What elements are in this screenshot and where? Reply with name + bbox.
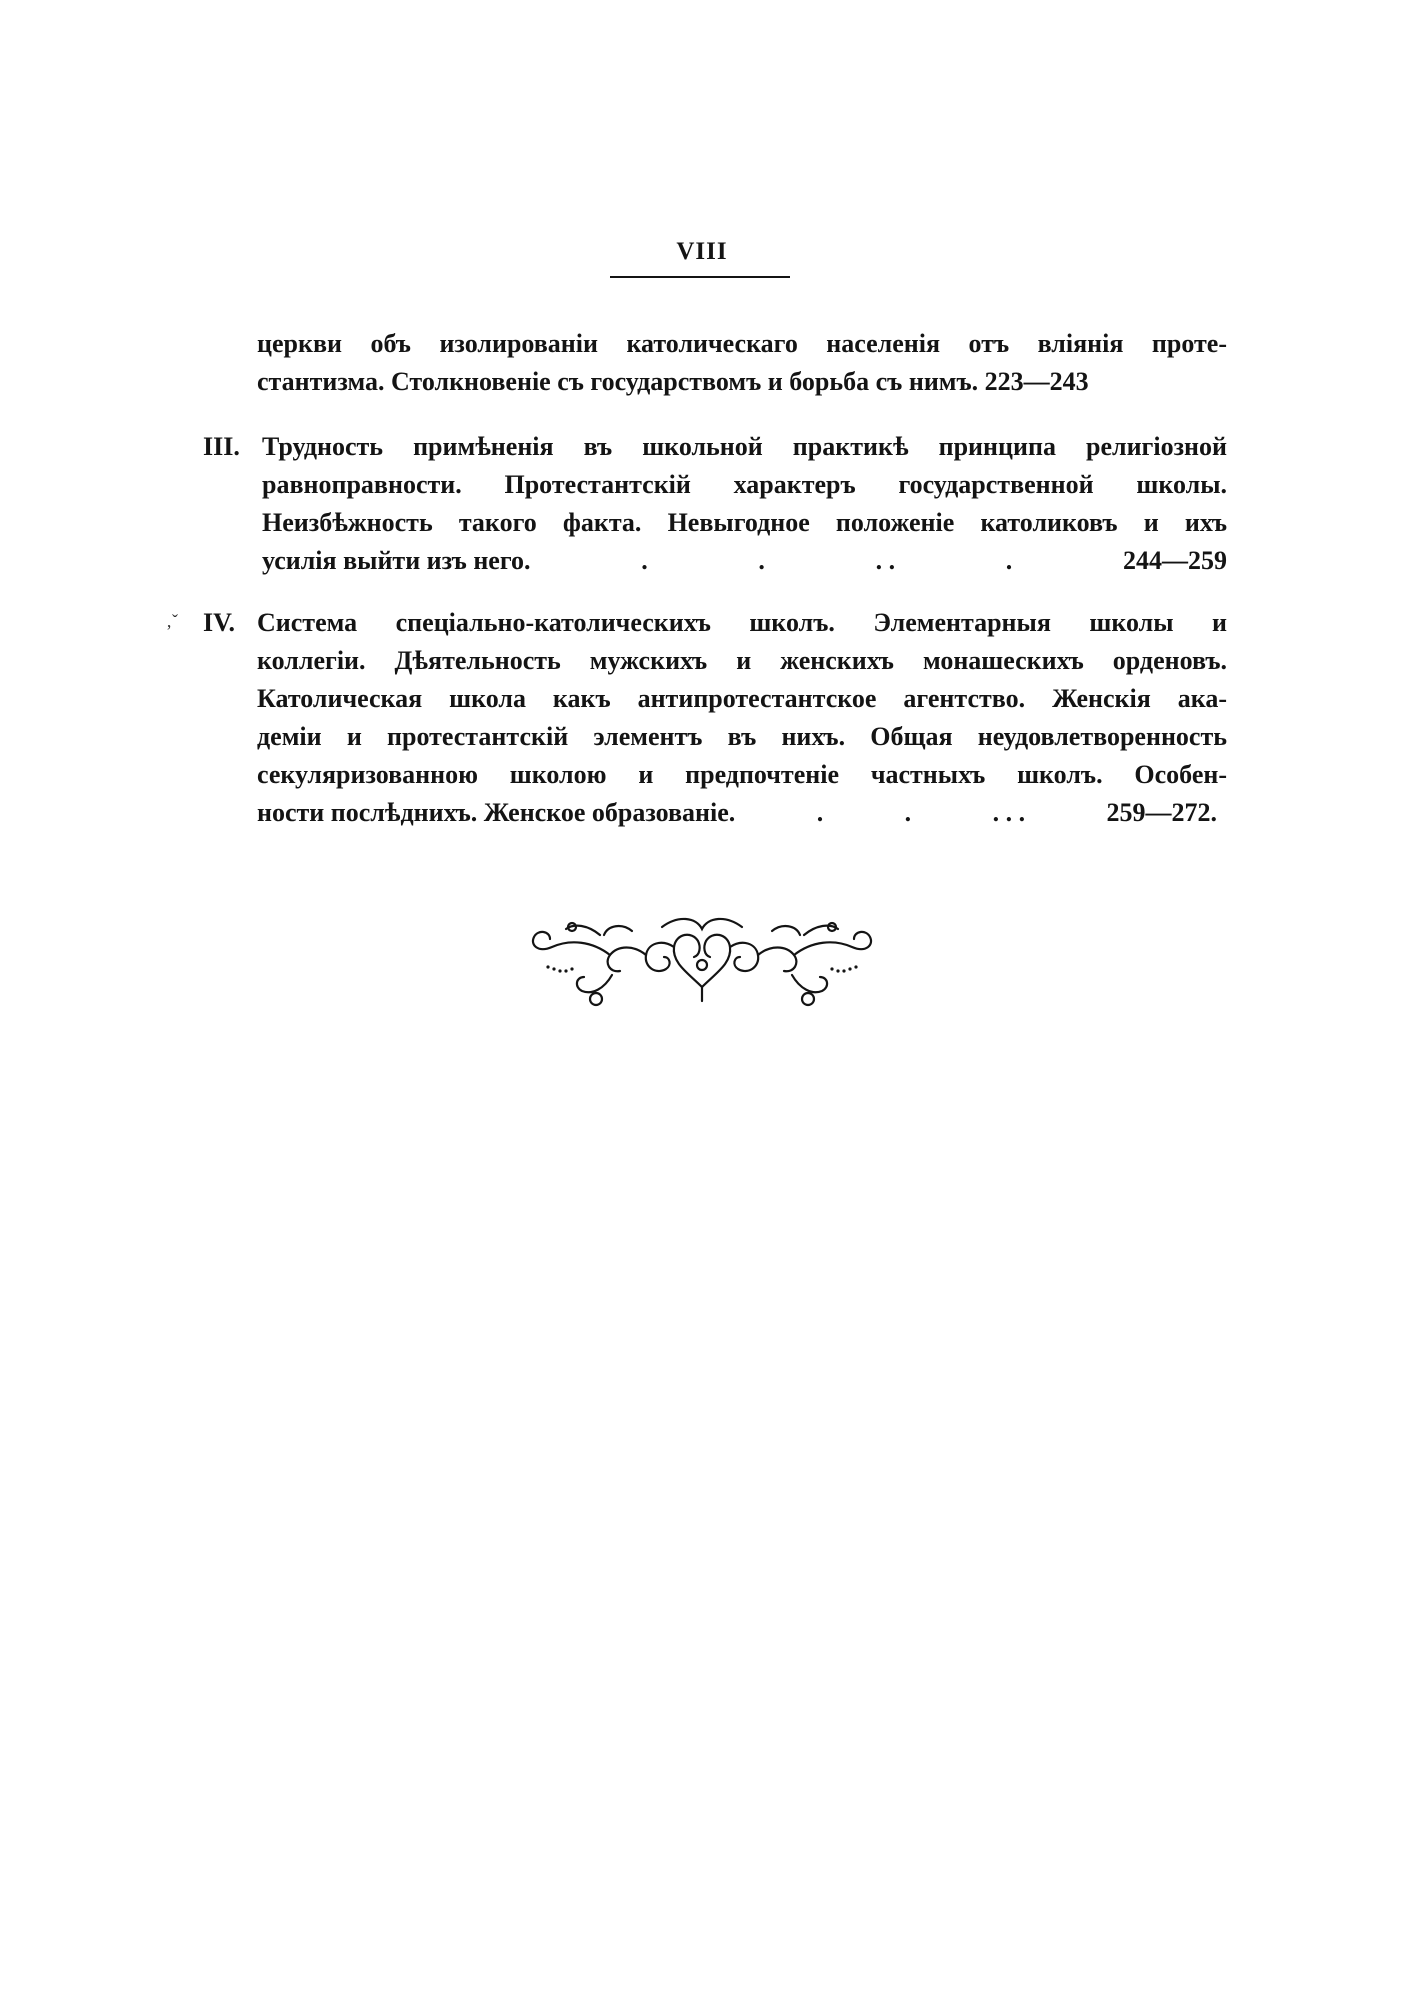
entry-last-line bbox=[257, 794, 1217, 832]
toc-entry-iii bbox=[262, 428, 1227, 580]
entry-line: деміи и протестантскій элементъ въ нихъ. Общая неудовлетворенность bbox=[257, 722, 1227, 751]
dot-leader: . bbox=[904, 798, 912, 827]
entry-line-text: ности послѣднихъ. Женское образованіе. bbox=[257, 798, 736, 827]
entry-line: секуляризованною школою и предпочтеніе частныхъ школъ. Особен- bbox=[257, 760, 1227, 789]
toc-entry-iv bbox=[257, 604, 1227, 832]
entry-line: Система спеціально-католическихъ школъ. Элементарныя школы и bbox=[257, 608, 1227, 637]
entry-line: коллегіи. Дѣятельность мужскихъ и женскихъ монашескихъ орденовъ. bbox=[257, 646, 1227, 675]
entry-line: равноправности. Протестантскій характеръ государственной школы. bbox=[262, 470, 1227, 499]
stray-margin-mark: ‚ˇ bbox=[166, 611, 178, 631]
dot-leader: . bbox=[641, 546, 648, 575]
page-number-rule bbox=[610, 276, 790, 278]
entry-line: стантизма. Столкновеніе съ государствомъ и борьба съ нимъ. 223—243 bbox=[257, 367, 1089, 396]
entry-line: церкви объ изолированіи католическаго населенія отъ вліянія проте- bbox=[257, 329, 1227, 358]
entry-numeral-iv: IV. bbox=[203, 608, 236, 637]
dot-leader: . . . bbox=[992, 798, 1026, 827]
dot-leader: . . bbox=[875, 546, 896, 575]
dot-leader: . bbox=[1005, 546, 1013, 575]
toc-entry-continued bbox=[257, 325, 1227, 401]
dot-leader: . bbox=[816, 798, 824, 827]
entry-line-text: усилія выйти изъ него. bbox=[262, 546, 531, 575]
entry-line: Католическая школа какъ антипротестантское агентство. Женскія ака- bbox=[257, 684, 1227, 713]
entry-numeral-iii: III. bbox=[203, 432, 240, 461]
entry-last-line bbox=[262, 542, 1227, 580]
entry-page-range: 259—272. bbox=[1106, 798, 1217, 827]
vignette-scroll-ornament-icon bbox=[512, 905, 892, 1015]
entry-line: Неизбѣжность такого факта. Невыгодное положеніе католиковъ и ихъ bbox=[262, 508, 1227, 537]
page-number: VIII bbox=[676, 238, 728, 265]
entry-line: Трудность примѣненія въ школьной практикѣ принципа религіозной bbox=[262, 432, 1227, 461]
entry-page-range: 244—259 bbox=[1122, 546, 1227, 575]
dot-leader: . bbox=[758, 546, 765, 575]
